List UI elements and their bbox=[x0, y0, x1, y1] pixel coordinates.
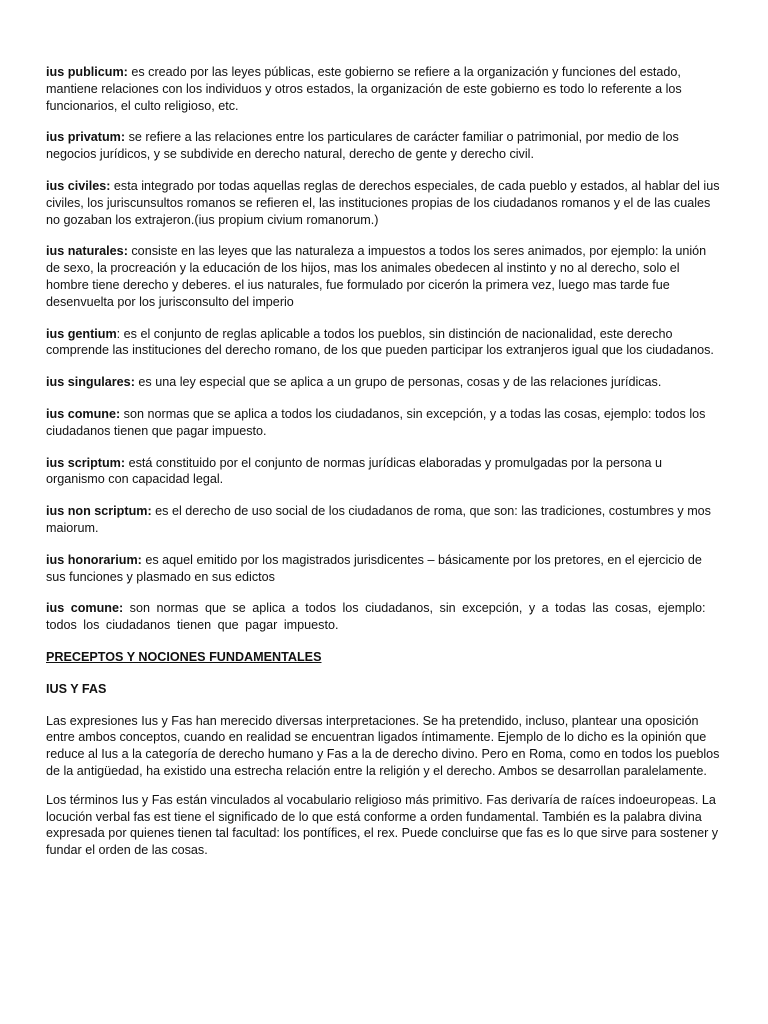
definition-ius-non-scriptum bbox=[46, 503, 722, 537]
definition-text: esta integrado por todas aquellas reglas de derechos especiales, de cada pueblo y estados, al hablar del ius civiles, los juriscunsultos romanos se refieren el, las instituciones propias de los ciudadanos romanos y el de las cuales no gozaban los extrajeron.(ius propium civium romanorum.) bbox=[46, 178, 720, 227]
definition-ius-civiles bbox=[46, 178, 722, 228]
term-label: ius gentium bbox=[46, 326, 117, 341]
definition-text: está constituido por el conjunto de normas jurídicas elaboradas y promulgadas por la persona u organismo con capacidad legal. bbox=[46, 455, 663, 487]
subheading: IUS Y FAS bbox=[46, 681, 107, 696]
definition-text: es el derecho de uso social de los ciudadanos de roma, que son: las tradiciones, costumbres y mos maiorum. bbox=[46, 504, 711, 535]
definition-text: : es el conjunto de reglas aplicable a todos los pueblos, sin distinción de nacionalidad, este derecho comprende las instituciones del derecho romano, de los que pueden participar los extranjeros igual que los ciudadanos. bbox=[46, 326, 714, 358]
term-label: ius publicum: bbox=[46, 65, 128, 79]
term-label: ius non scriptum: bbox=[46, 504, 152, 519]
definition-text: es una ley especial que se aplica a un grupo de personas, cosas y de las relaciones jurídicas. bbox=[134, 375, 662, 390]
section-heading: PRECEPTOS Y NOCIONES FUNDAMENTALES bbox=[46, 649, 322, 664]
definition-ius-comune-repeat bbox=[46, 600, 722, 634]
definition-text: es creado por las leyes públicas, este gobierno se refiere a la organización y funciones del estado, mantiene relaciones con los individuos y otros estados, la organización de este gobierno es todo lo referente a los funcionarios, el culto religioso, etc. bbox=[46, 65, 682, 113]
definition-ius-gentium bbox=[46, 326, 722, 360]
term-label: ius privatum: bbox=[46, 130, 126, 145]
definition-ius-naturales bbox=[46, 243, 722, 310]
body-paragraph: Las expresiones Ius y Fas han merecido diversas interpretaciones. Se ha pretendido, incluso, plantear una oposición entre ambos conceptos, cuando en realidad se encuentran ligados íntimamente. Ejemplo de lo dicho es la opinión que reduce al Ius a la categoría de derecho humano y Fas a la de derecho divino. Pero en Roma, como en todos los pueblos de la antigüedad, ha existido una estrecha relación entre la religión y el derecho. Ambos se desarrollan paralelamente. bbox=[46, 713, 720, 778]
term-label: ius scriptum: bbox=[46, 455, 126, 470]
body-paragraph: Los términos Ius y Fas están vinculados al vocabulario religioso más primitivo. Fas derivaría de raíces indoeuropeas. La locución verbal fas est tiene el significado de lo que está conforme a orden fundamental. También es la palabra divina expresada por quienes tienen tal facultad: los pontífices, el rex. Puede concluirse que fas es lo que sirve para sostener y fundar el orden de las cosas. bbox=[46, 792, 719, 858]
definition-ius-privatum bbox=[46, 129, 722, 163]
definition-ius-scriptum bbox=[46, 455, 722, 489]
term-label: ius honorarium: bbox=[46, 552, 142, 567]
definition-ius-singulares bbox=[46, 374, 722, 391]
term-label: ius comune: bbox=[46, 406, 121, 421]
definition-text: es aquel emitido por los magistrados jurisdicentes – básicamente por los pretores, en el ejercicio de sus funciones y plasmado en sus edictos bbox=[46, 552, 702, 584]
term-label: ius civiles: bbox=[46, 178, 111, 193]
definition-text: consiste en las leyes que las naturaleza a impuestos a todos los seres animados, por ejemplo: la unión de sexo, la procreación y la educación de los hijos, mas los animales obedecen al instinto y no al derecho, solo el hombre tiene derecho y deberes. el ius naturales, fue formulado por cicerón la primera vez, luego mas tarde fue desenvuelta por los jurisconsulto del imperio bbox=[46, 244, 707, 309]
term-label: ius naturales: bbox=[46, 244, 128, 259]
definition-ius-honorarium bbox=[46, 552, 722, 586]
term-label: ius singulares: bbox=[46, 375, 135, 390]
term-label: ius comune: bbox=[46, 601, 124, 616]
definition-ius-comune bbox=[46, 406, 722, 440]
definition-text: son normas que se aplica a todos los ciudadanos, sin excepción, y a todas las cosas, ejemplo: todos los ciudadanos tienen que pagar impuesto. bbox=[46, 601, 706, 633]
definition-text: se refiere a las relaciones entre los particulares de carácter familiar o patrimonial, por medio de los negocios jurídicos, y se subdivide en derecho natural, derecho de gente y derecho civil. bbox=[46, 130, 679, 162]
definition-ius-publicum bbox=[46, 64, 722, 114]
definition-text: son normas que se aplica a todos los ciudadanos, sin excepción, y a todas las cosas, ejemplo: todos los ciudadanos tienen que pagar impuesto. bbox=[46, 406, 706, 438]
